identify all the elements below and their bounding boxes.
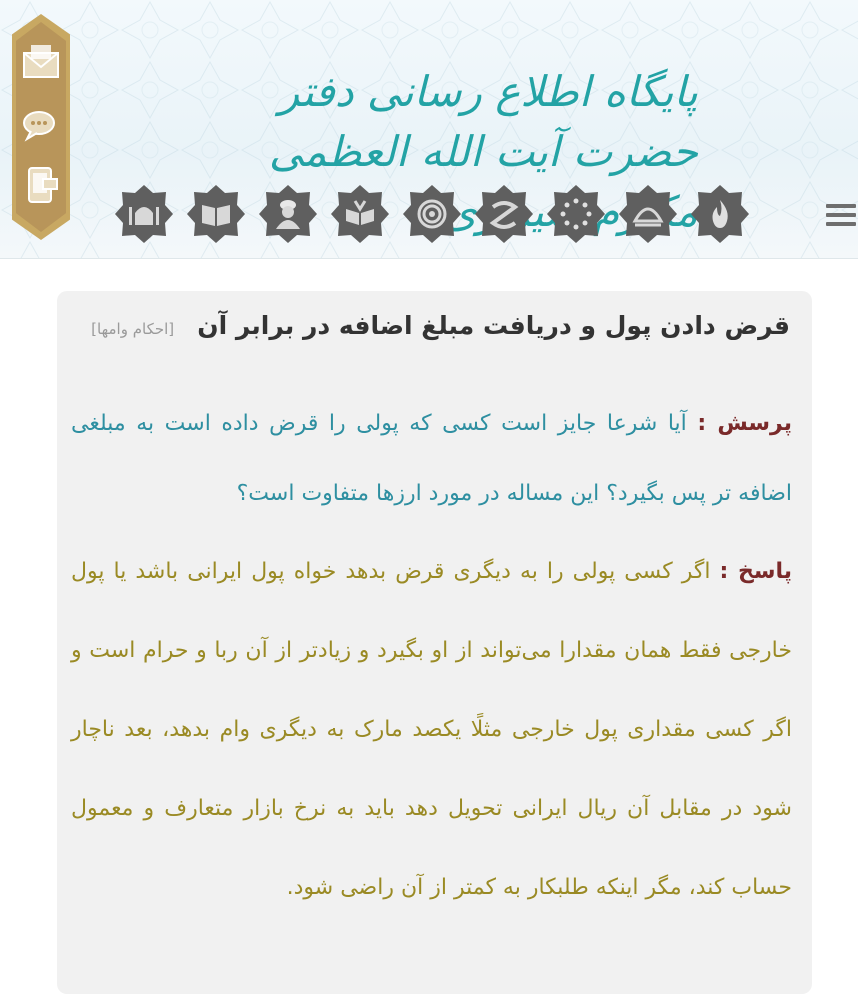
answer-label: پاسخ : — [719, 559, 793, 584]
flame-icon[interactable] — [688, 182, 752, 246]
question-block — [71, 389, 792, 529]
chat-icon[interactable] — [18, 102, 64, 148]
book-icon[interactable] — [184, 182, 248, 246]
answer-text: اگر کسی پولی را به دیگری قرض بدهد خواه پول ایرانی باشد یا پول خارجی فقط همان مقدارا می‌تواند از او بگیرد و زیادتر از آن ربا و حرام است و اگر کسی مقداری پول خارجی مثلًا یکصد مارک به دیگری وام بدهد، بعد ناچار شود در مقابل آن ریال ایرانی تحویل دهد باید به نرخ بازار متعارف و معمول حساب کند، مگر اینکه طلبکار به کمتر از آن راضی شود. — [71, 559, 792, 900]
site-header — [0, 0, 858, 259]
site-logo[interactable]: پایگاه اطلاع رسانی دفتر حضرت آیت الله العظمی — [268, 67, 698, 176]
main-nav — [112, 182, 752, 246]
dome-icon[interactable] — [616, 182, 680, 246]
hamburger-menu-icon[interactable] — [826, 204, 856, 232]
envelope-icon[interactable] — [18, 40, 64, 86]
mobile-icon[interactable] — [18, 162, 64, 208]
sound-icon[interactable] — [400, 182, 464, 246]
article-card — [57, 291, 812, 994]
category-link[interactable]: [احکام وامها] — [91, 320, 175, 338]
answer-block — [71, 532, 792, 927]
question-label: پرسش : — [697, 411, 792, 436]
prayer-beads-icon[interactable] — [544, 182, 608, 246]
article-title: قرض دادن پول و دریافت مبلغ اضافه در برابر آن — [197, 311, 790, 340]
quran-icon[interactable] — [328, 182, 392, 246]
scroll-icon[interactable] — [472, 182, 536, 246]
mosque-icon[interactable] — [112, 182, 176, 246]
scholar-icon[interactable] — [256, 182, 320, 246]
question-text: آیا شرعا جایز است کسی که پولی را قرض داده است به مبلغی اضافه تر پس بگیرد؟ این مساله در مورد ارزها متفاوت است؟ — [71, 411, 792, 506]
article-header — [77, 311, 790, 340]
